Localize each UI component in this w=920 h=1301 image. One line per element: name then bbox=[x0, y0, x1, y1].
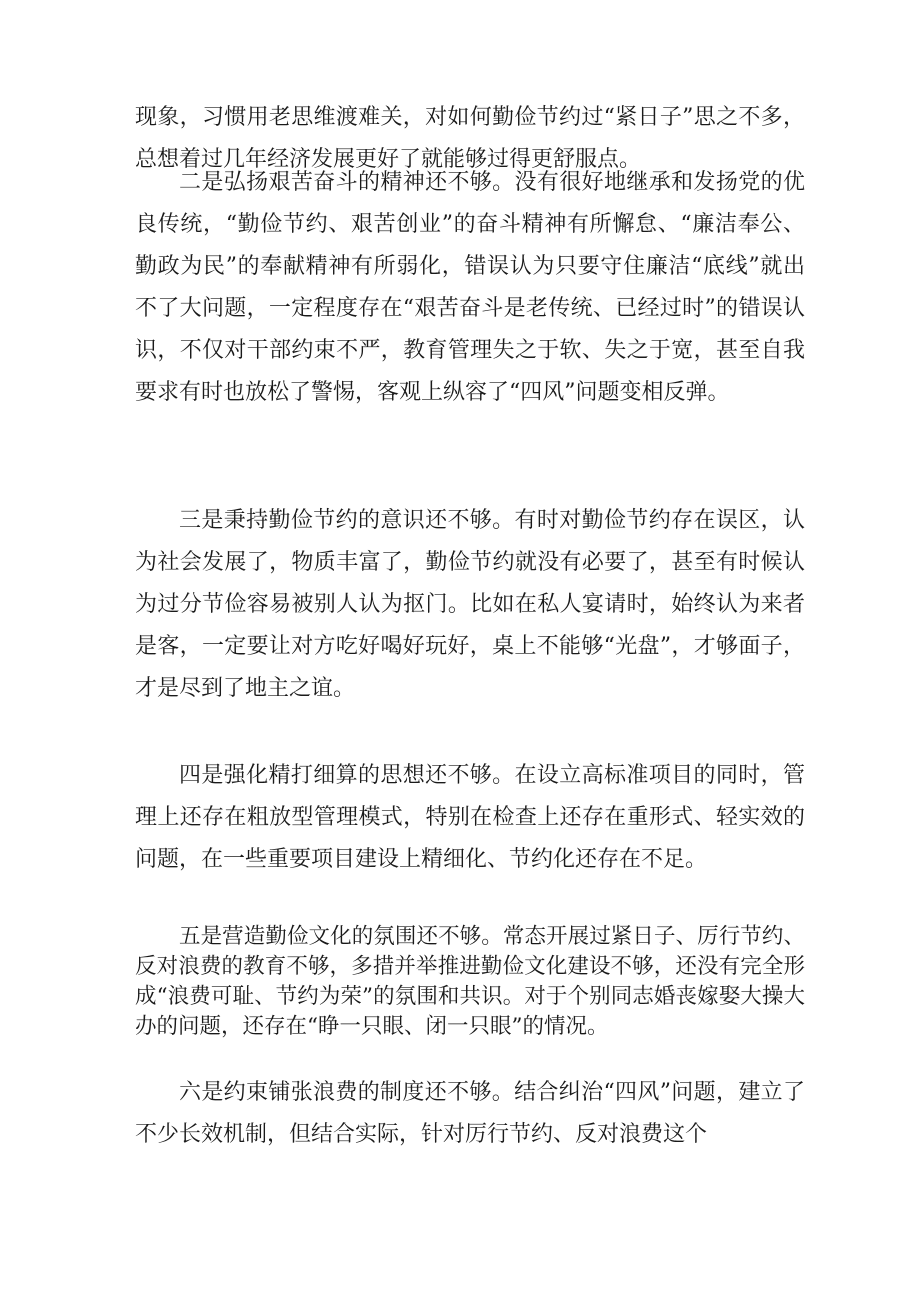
paragraph-point-two: 二是弘扬艰苦奋斗的精神还不够。没有很好地继承和发扬党的优良传统，“勤俭节约、艰苦创业”的奋斗精神有所懈怠、“廉洁奉公、勤政为民”的奉献精神有所弱化，错误认为只要守住廉洁“底线”就出不了大问题，一定程度存在“艰苦奋斗是老传统、已经过时”的错误认识，不仅对干部约束不严，教育管理失之于软、失之于宽，甚至自我要求有时也放松了警惕，客观上纵容了“四风”问题变相反弹。 bbox=[135, 170, 805, 405]
paragraph-continued: 现象，习惯用老思维渡难关，对如何勤俭节约过“紧日子”思之不多，总想着过几年经济发展更好了就能够过得更舒服点。 bbox=[135, 105, 805, 172]
paragraph-point-five: 五是营造勤俭文化的氛围还不够。常态开展过紧日子、厉行节约、反对浪费的教育不够，多措并举推进勤俭文化建设不够，还没有完全形成“浪费可耻、节约为荣”的氛围和共识。对于个别同志婚丧嫁娶大操大办的问题，还存在“睁一只眼、闭一只眼”的情况。 bbox=[135, 924, 805, 1039]
paragraph-point-six: 六是约束铺张浪费的制度还不够。结合纠治“四风”问题，建立了不少长效机制，但结合实际，针对厉行节约、反对浪费这个 bbox=[135, 1080, 805, 1147]
paragraph-point-four: 四是强化精打细算的思想还不够。在设立高标准项目的同时，管理上还存在粗放型管理模式，特别在检查上还存在重形式、轻实效的问题，在一些重要项目建设上精细化、节约化还存在不足。 bbox=[135, 763, 805, 872]
paragraph-point-three: 三是秉持勤俭节约的意识还不够。有时对勤俭节约存在误区，认为社会发展了，物质丰富了，勤俭节约就没有必要了，甚至有时候认为过分节俭容易被别人认为抠门。比如在私人宴请时，始终认为来者是客，一定要让对方吃好喝好玩好，桌上不能够“光盘”，才够面子，才是尽到了地主之谊。 bbox=[135, 508, 805, 701]
